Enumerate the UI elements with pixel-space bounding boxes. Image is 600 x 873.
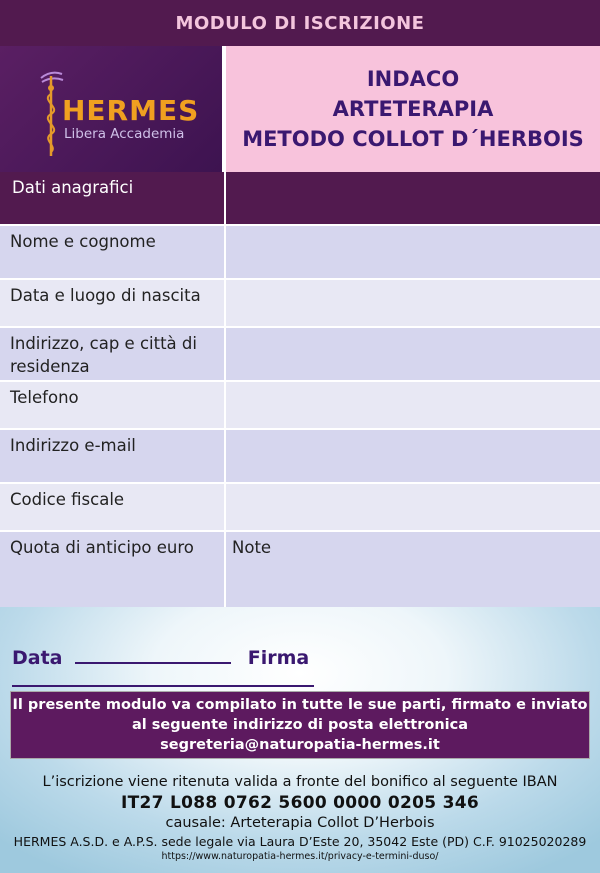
form-row-email [0,430,600,484]
address-field[interactable] [224,328,600,380]
logo-cell [0,46,224,172]
form-title: MODULO DI ISCRIZIONE [175,12,425,34]
logo-subtitle: Libera Accademia [64,126,185,142]
signature-line [12,646,592,692]
date-blank[interactable] [75,646,231,664]
instructions-line1: Il presente modulo va compilato in tutte le sue parti, firmato e inviato [12,697,588,713]
legal-info: HERMES A.S.D. e A.P.S. sede legale via Laura D’Este 20, 35042 Este (PD) C.F. 91025020289 [13,834,587,849]
signature-blank[interactable] [12,669,314,687]
form-row-birth [0,280,600,328]
notes-field[interactable]: Note [224,532,600,607]
instructions-box [10,691,590,759]
instructions-line2: al seguente indirizzo di posta elettronica [131,717,468,733]
section-label: Dati anagrafici [0,172,224,224]
date-label: Data [12,647,63,669]
field-label: Data e luogo di nascita [0,280,224,326]
field-label: Codice fiscale [0,484,224,530]
course-title-line1: INDACO [366,67,460,91]
field-label: Indirizzo, cap e città di residenza [0,328,224,380]
form-row-fiscal-code [0,484,600,532]
fiscal-code-field[interactable] [224,484,600,530]
name-field[interactable] [224,226,600,278]
privacy-link[interactable]: https://www.naturopatia-hermes.it/privacy-e-termini-duso/ [161,851,439,862]
form-row-phone [0,382,600,430]
iban-code: IT27 L088 0762 5600 0000 0205 346 [120,793,480,813]
course-title-line3: METODO COLLOT D´HERBOIS [242,127,584,151]
instructions-email: segreteria@naturopatia-hermes.it [160,737,440,753]
logo-wordmark: HERMES [62,94,200,127]
field-label: Quota di anticipo euro [0,532,224,607]
payment-causale: causale: Arteterapia Collot D’Herbois [165,815,435,831]
course-title-line2: ARTETERAPIA [332,97,494,121]
payment-info [0,772,600,863]
section-header-blank [224,172,600,224]
form-row-deposit [0,532,600,607]
form-row-name [0,226,600,280]
course-title [226,46,600,172]
field-label: Nome e cognome [0,226,224,278]
email-field[interactable] [224,430,600,482]
form-title-band [0,0,600,46]
birth-field[interactable] [224,280,600,326]
phone-field[interactable] [224,382,600,428]
section-header-row [0,172,600,226]
field-label: Indirizzo e-mail [0,430,224,482]
form-row-address [0,328,600,382]
payment-intro: L’iscrizione viene ritenuta valida a fronte del bonifico al seguente IBAN [42,774,558,790]
field-label: Telefono [0,382,224,428]
registration-form-table [0,172,600,607]
signature-label: Firma [247,647,310,669]
